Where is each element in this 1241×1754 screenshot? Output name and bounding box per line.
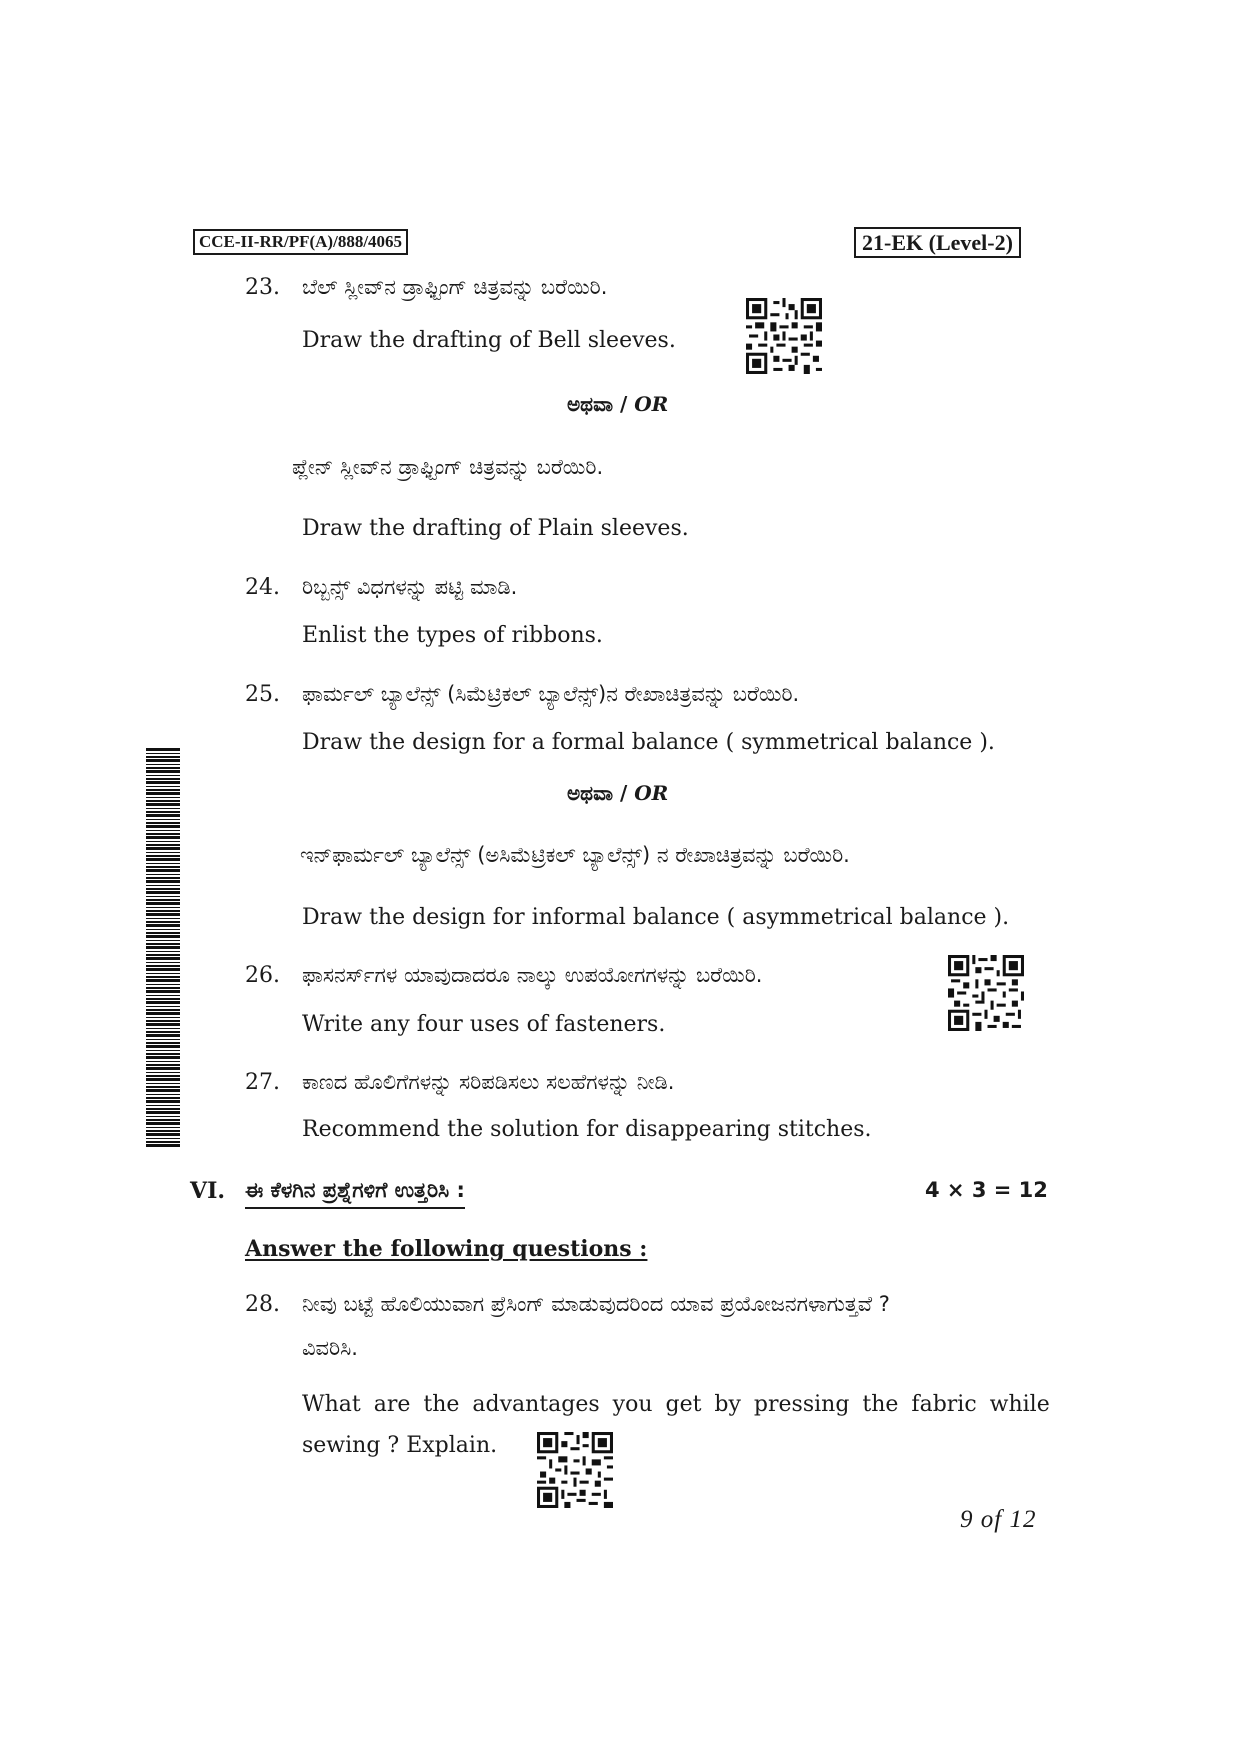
section-number: VI. [190, 1178, 226, 1204]
or-label-english: OR [634, 781, 669, 805]
question-28-english-text: What are the advantages you get by pressing the fabric while [302, 1392, 1050, 1417]
question-24-english: Enlist the types of ribbons. [302, 623, 603, 648]
question-23-alt-english: Draw the drafting of Plain sleeves. [302, 516, 689, 541]
qr-code-icon [948, 955, 1024, 1031]
page-number: 9 of 12 [960, 1506, 1037, 1533]
section-title-english: Answer the following questions : [245, 1236, 648, 1262]
question-27-kannada: ಕಾಣದ ಹೊಲಿಗೆಗಳನ್ನು ಸರಿಪಡಿಸಲು ಸಲಹೆಗಳನ್ನು ನೀಡಿ. [302, 1070, 675, 1094]
question-number-28: 28. [245, 1292, 280, 1317]
or-label-kannada: ಅಥವಾ / [567, 781, 628, 805]
question-28-english-line-2: sewing ? Explain. [302, 1433, 498, 1458]
question-23-english: Draw the drafting of Bell sleeves. [302, 328, 676, 353]
question-24-kannada: ರಿಬ್ಬನ್ಸ್ ವಿಧಗಳನ್ನು ಪಟ್ಟಿ ಮಾಡಿ. [302, 575, 518, 599]
barcode-icon [146, 748, 180, 1148]
or-separator-1 [567, 392, 668, 416]
question-25-alt-english: Draw the design for informal balance ( asymmetrical balance ). [302, 905, 1010, 930]
question-number-24: 24. [245, 575, 280, 600]
question-25-kannada: ಫಾರ್ಮಲ್ ಬ್ಯಾಲೆನ್ಸ್ (ಸಿಮೆಟ್ರಿಕಲ್ ಬ್ಯಾಲೆನ್ಸ್)ನ ರೇಖಾಚಿತ್ರವನ್ನು ಬರೆಯಿರಿ. [302, 682, 800, 706]
qr-code-icon [537, 1432, 613, 1508]
subject-code: 21-EK (Level-2) [854, 227, 1021, 258]
qr-code-icon [746, 298, 822, 374]
or-separator-2 [567, 781, 668, 805]
question-27-english: Recommend the solution for disappearing stitches. [302, 1117, 872, 1142]
question-25-alt-kannada: ಇನ್‌ಫಾರ್ಮಲ್ ಬ್ಯಾಲೆನ್ಸ್ (ಅಸಿಮೆಟ್ರಿಕಲ್ ಬ್ಯಾಲೆನ್ಸ್) ನ ರೇಖಾಚಿತ್ರವನ್ನು ಬರೆಯಿರಿ. [300, 843, 850, 867]
question-25-english: Draw the design for a formal balance ( symmetrical balance ). [302, 730, 995, 755]
question-number-23: 23. [245, 275, 280, 300]
section-title-kannada: ಈ ಕೆಳಗಿನ ಪ್ರಶ್ನೆಗಳಿಗೆ ಉತ್ತರಿಸಿ : [245, 1178, 465, 1209]
question-28-english-line-1 [302, 1392, 1054, 1417]
question-number-27: 27. [245, 1070, 280, 1095]
section-marks: 4 × 3 = 12 [925, 1178, 1048, 1202]
or-label-kannada: ಅಥವಾ / [567, 392, 628, 416]
question-number-26: 26. [245, 963, 280, 988]
question-28-kannada-line-1: ನೀವು ಬಟ್ಟೆ ಹೊಲಿಯುವಾಗ ಪ್ರೆಸಿಂಗ್ ಮಾಡುವುದರಿಂದ ಯಾವ ಪ್ರಯೋಜನಗಳಾಗುತ್ತವೆ ? [302, 1292, 890, 1316]
question-23-kannada: ಬೆಲ್ ಸ್ಲೀವ್‌ನ ಡ್ರಾಫ್ಟಿಂಗ್ ಚಿತ್ರವನ್ನು ಬರೆಯಿರಿ. [302, 275, 608, 299]
question-number-25: 25. [245, 682, 280, 707]
question-28-kannada-line-2: ವಿವರಿಸಿ. [302, 1336, 358, 1360]
or-label-english: OR [634, 392, 669, 416]
question-26-kannada: ಫಾಸನರ್ಸ್‌ಗಳ ಯಾವುದಾದರೂ ನಾಲ್ಕು ಉಪಯೋಗಗಳನ್ನು ಬರೆಯಿರಿ. [302, 963, 763, 987]
question-23-alt-kannada: ಪ್ಲೇನ್ ಸ್ಲೀವ್‌ನ ಡ್ರಾಫ್ಟಿಂಗ್ ಚಿತ್ರವನ್ನು ಬರೆಯಿರಿ. [292, 455, 604, 479]
question-26-english: Write any four uses of fasteners. [302, 1012, 666, 1037]
paper-code: CCE-II-RR/PF(A)/888/4065 [193, 229, 408, 255]
